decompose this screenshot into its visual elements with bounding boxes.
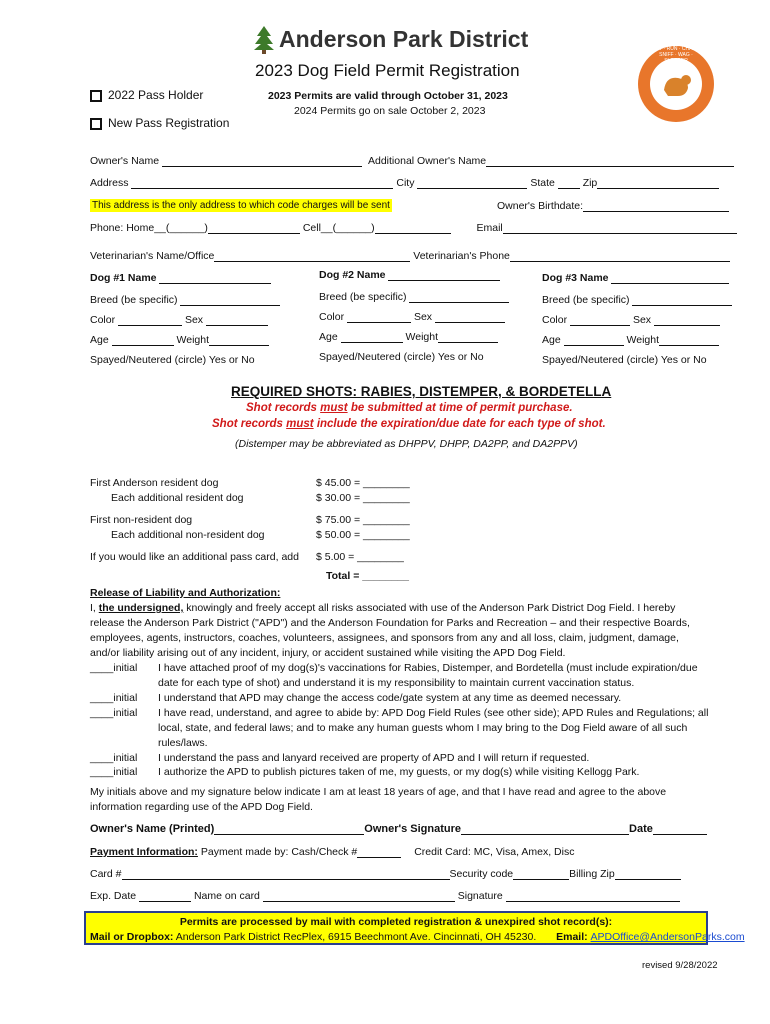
fee-amount[interactable]: $ 45.00 = ________	[316, 477, 410, 489]
initial-statement: I understand the pass and lanyard received are property of APD and I will return if requested.	[158, 752, 590, 764]
dog-2-name-field[interactable]	[388, 269, 500, 281]
pass-holder-checkbox[interactable]	[90, 90, 102, 102]
email-field[interactable]	[503, 222, 737, 234]
option-new-registration[interactable]: New Pass Registration	[90, 116, 229, 130]
total-field[interactable]: Total = ________	[326, 570, 409, 582]
dog-2-age-field[interactable]	[341, 331, 403, 343]
phone-row: Phone: Home__(______) Cell__(______) Email	[90, 222, 737, 234]
birthdate-field[interactable]	[583, 200, 729, 212]
address-field[interactable]	[131, 177, 393, 189]
dog-3-age-field[interactable]	[564, 334, 624, 346]
dog-2-spayed[interactable]: Spayed/Neutered (circle) Yes or No	[319, 351, 484, 363]
security-code-field[interactable]	[513, 868, 569, 880]
payment-row: Payment Information: Payment made by: Cash/Check # Credit Card: MC, Visa, Amex, Disc	[90, 846, 575, 858]
exp-row: Exp. Date Name on card Signature	[90, 890, 680, 902]
fee-label: Each additional resident dog	[111, 492, 244, 504]
email-link[interactable]: APDOffice@AndersonParks.com	[590, 931, 745, 943]
billing-zip-field[interactable]	[615, 868, 681, 880]
initial-statement: local, state, and federal laws; and to make any human guests whom I may bring to the Dog Field aware of all such	[158, 722, 688, 734]
release-heading: Release of Liability and Authorization:	[90, 587, 281, 599]
additional-owner-row: Additional Owner's Name	[368, 155, 734, 167]
release-intro: I, the undersigned, knowingly and freely accept all risks associated with use of the Anderson Park District Dog Field. I hereby	[90, 602, 676, 614]
form-title: 2023 Dog Field Permit Registration	[255, 61, 520, 80]
city-field[interactable]	[417, 177, 527, 189]
printed-name-field[interactable]	[214, 823, 364, 835]
vet-phone-field[interactable]	[510, 250, 730, 262]
home-phone-field[interactable]	[208, 222, 300, 234]
vet-row: Veterinarian's Name/Office Veterinarian's Phone	[90, 250, 730, 262]
fee-label: First Anderson resident dog	[90, 477, 219, 489]
shots-heading: REQUIRED SHOTS: RABIES, DISTEMPER, & BORDETELLA	[231, 384, 612, 399]
dog-3-color-field[interactable]	[570, 314, 630, 326]
dog-2-color-field[interactable]	[347, 311, 411, 323]
initial-statement: I understand that APD may change the access code/gate system at any time as deemed necessary.	[158, 692, 622, 704]
option-pass-holder[interactable]: 2022 Pass Holder	[90, 88, 203, 102]
dog-2-sex-field[interactable]	[435, 311, 505, 323]
dog-3-name-field[interactable]	[611, 272, 729, 284]
exp-date-field[interactable]	[139, 890, 191, 902]
release-text: employees, agents, instructors, coaches, volunteers, assignees, and sponsors from any and all loss, claim, judgment, damage,	[90, 632, 679, 644]
fee-amount[interactable]: $ 75.00 = ________	[316, 514, 410, 526]
dog-1-breed-field[interactable]	[180, 294, 280, 306]
shots-note: (Distemper may be abbreviated as DHPPV, DHPP, DA2PP, and DA2PPV)	[235, 438, 578, 450]
dog-1-name-field[interactable]	[159, 272, 271, 284]
name-on-card-field[interactable]	[263, 890, 455, 902]
date-field[interactable]	[653, 823, 707, 835]
dog-1-sex-field[interactable]	[206, 314, 268, 326]
fee-amount[interactable]: $ 5.00 = ________	[316, 551, 404, 563]
mail-instructions-line: Mail or Dropbox: Anderson Park District RecPlex, 6915 Beechmont Ave. Cincinnati, OH 45230. Email: APDOffice@AndersonParks.com	[90, 931, 745, 943]
initial-statement: date for each type of shot) and understand it is my responsibility to maintain current vaccination status.	[158, 677, 635, 689]
age-statement: My initials above and my signature below indicate I am at least 18 years of age, and that I have read and agree to the above	[90, 786, 667, 798]
dog-3-weight-field[interactable]	[659, 334, 719, 346]
vet-name-field[interactable]	[214, 250, 410, 262]
address-note: This address is the only address to which code charges will be sent	[92, 200, 390, 211]
initial-field[interactable]: ____initial	[90, 692, 138, 704]
cell-phone-field[interactable]	[375, 222, 451, 234]
initial-statement: I have attached proof of my dog(s)'s vaccinations for Rabies, Distemper, and Bordetella (must include expiration/due	[158, 662, 698, 674]
address-row: Address City State Zip	[90, 177, 719, 189]
dog-3-spayed[interactable]: Spayed/Neutered (circle) Yes or No	[542, 354, 707, 366]
dog-2-weight-field[interactable]	[438, 331, 498, 343]
initial-field[interactable]: ____initial	[90, 766, 138, 778]
card-number-field[interactable]	[122, 868, 450, 880]
dog-1-age-field[interactable]	[112, 334, 174, 346]
owner-name-row: Owner's Name	[90, 155, 362, 167]
shots-line-2: Shot records must include the expiration/due date for each type of shot.	[212, 418, 606, 430]
fee-label: If you would like an additional pass card, add	[90, 551, 299, 563]
signature-row: Owner's Name (Printed) Owner's Signature Date	[90, 823, 707, 835]
initial-field[interactable]: ____initial	[90, 707, 138, 719]
release-text: and/or liability arising out of any incident, injury, or accident sustained while visiting the APD Dog Field.	[90, 647, 566, 659]
card-signature-field[interactable]	[506, 890, 680, 902]
fee-label: First non-resident dog	[90, 514, 193, 526]
owner-signature-field[interactable]	[461, 823, 629, 835]
revised-date: revised 9/28/2022	[642, 960, 718, 971]
release-text: release the Anderson Park District ("APD") and the Anderson Foundation for Parks and Recreation – and their respective Boards,	[90, 617, 690, 629]
age-statement: information regarding use of the APD Dog Field.	[90, 801, 313, 813]
dog-2-breed-field[interactable]	[409, 291, 509, 303]
owner-name-field[interactable]	[162, 155, 362, 167]
card-row: Card # Security code Billing Zip	[90, 868, 681, 880]
zip-field[interactable]	[597, 177, 719, 189]
birthdate-row: Owner's Birthdate:	[497, 200, 729, 212]
badge-text: PLAY · RUN · CHASE · SNIFF · WAG · SLOBBER	[649, 46, 703, 64]
state-field[interactable]	[558, 177, 580, 189]
tree-icon	[253, 26, 275, 54]
fee-amount[interactable]: $ 30.00 = ________	[316, 492, 410, 504]
logo	[253, 26, 548, 56]
initial-statement: I have read, understand, and agree to abide by: APD Dog Field Rules (see other side); APD Rules and Regulations; all	[158, 707, 709, 719]
initial-statement: I authorize the APD to publish pictures taken of me, my guests, or my dog(s) while visiting Kellogg Park.	[158, 766, 640, 778]
shots-line-1: Shot records must be submitted at time of permit purchase.	[246, 402, 573, 414]
initial-field[interactable]: ____initial	[90, 662, 138, 674]
dog-1-spayed[interactable]: Spayed/Neutered (circle) Yes or No	[90, 354, 255, 366]
additional-owner-field[interactable]	[486, 155, 734, 167]
fee-label: Each additional non-resident dog	[111, 529, 265, 541]
new-registration-checkbox[interactable]	[90, 118, 102, 130]
valid-through: 2023 Permits are valid through October 31, 2023	[268, 90, 508, 102]
next-sale: 2024 Permits go on sale October 2, 2023	[294, 105, 486, 117]
org-name: Anderson Park District	[279, 26, 529, 52]
mail-instructions-box	[84, 911, 745, 945]
mail-instructions-title: Permits are processed by mail with completed registration & unexpired shot record(s):	[179, 916, 613, 928]
initial-statement: rules/laws.	[158, 737, 208, 749]
check-number-field[interactable]	[357, 846, 401, 858]
dog-1-weight-field[interactable]	[209, 334, 269, 346]
fee-amount[interactable]: $ 50.00 = ________	[316, 529, 410, 541]
dog-field-badge	[636, 44, 716, 124]
dog-3-sex-field[interactable]	[654, 314, 720, 326]
dog-3-breed-field[interactable]	[632, 294, 732, 306]
initial-field[interactable]: ____initial	[90, 752, 138, 764]
dog-1-color-field[interactable]	[118, 314, 182, 326]
